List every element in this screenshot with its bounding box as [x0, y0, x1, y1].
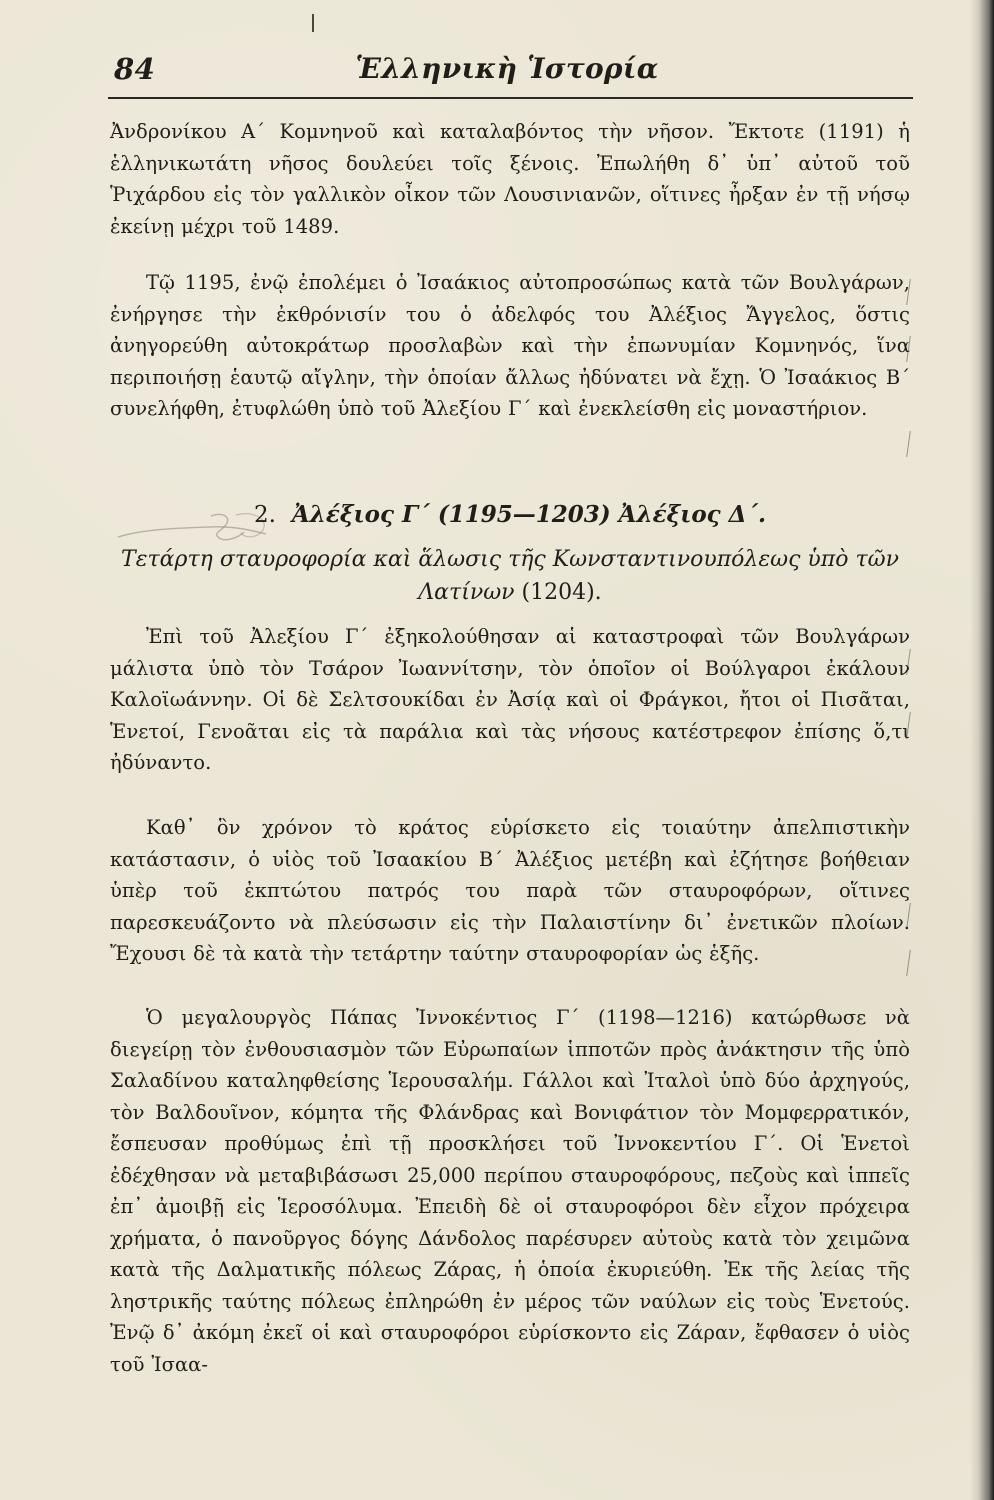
margin-pencil-mark [896, 950, 911, 976]
paragraph-alexios-seeks-help [110, 812, 910, 970]
paragraph-cyprus-continuation [110, 116, 910, 242]
section-subtitle-text: Τετάρτη σταυροφορία καὶ ἅλωσις τῆς Κωνσταντινουπόλεως ὑπὸ τῶν Λατίνων [121, 547, 899, 605]
margin-pencil-mark [896, 431, 911, 457]
book-gutter-shadow [970, 0, 994, 1500]
section-year: (1204). [521, 580, 602, 605]
section-heading [110, 499, 910, 609]
paragraph-fourth-crusade [110, 1002, 910, 1380]
page-number: 84 [114, 52, 156, 86]
paragraph-text: Τῷ 1195, ἐνῷ ἐπολέμει ὁ Ἰσαάκιος αὐτοπροσώπως κατὰ τῶν Βουλγάρων, ἐνήργησε τὴν ἐκθρόνισίν του ὁ ἀδελφός του Ἀλέξιος Ἄγγελος, ὅστις ἀνηγορεύθη αὐτοκράτωρ προσλαβὼν καὶ τὴν ἐπωνυμίαν Κομνηνός, ἵνα περιποιήσῃ ἑαυτῷ αἴγλην, τὴν ὁποίαν ἄλλως ἠδύνατει νὰ ἔχῃ. Ὁ Ἰσαάκιος Β΄ συνελήφθη, ἐτυφλώθη ὑπὸ τοῦ Ἀλεξίου Γ΄ καὶ ἐνεκλείσθη εἰς μοναστήριον. [110, 271, 910, 420]
paragraph-text: Ὁ μεγαλουργὸς Πάπας Ἰννοκέντιος Γ΄ (1198—1216) κατώρθωσε νὰ διεγείρῃ τὸν ἐνθουσιασμὸν τῶν Εὐρωπαίων ἱπποτῶν πρὸς ἀνάκτησιν τῆς ὑπὸ Σαλαδίνου καταληφθείσης Ἱερουσαλήμ. Γάλλοι καὶ Ἰταλοὶ ὑπὸ δύο ἀρχηγούς, τὸν Βαλδουῖνον, κόμητα τῆς Φλάνδρας καὶ Βονιφάτιον τὸν Μομφερρατικόν, ἔσπευσαν προθύμως ἐπὶ τῇ προσκλήσει τοῦ Ἰννοκεντίου Γ΄. Οἱ Ἑνετοὶ ἐδέχθησαν νὰ μεταβιβάσωσι 25,000 περίπου σταυροφόρους, πεζοὺς καὶ ἱππεῖς ἐπ᾽ ἀμοιβῇ εἰς Ἱεροσόλυμα. Ἐπειδὴ δὲ οἱ σταυροφόροι δὲν εἶχον πρόχειρα χρήματα, ὁ πανοῦργος δόγης Δάνδολος παρέσυρεν αὐτοὺς κατὰ τὸν χειμῶνα κατὰ τῆς Δαλματικῆς πόλεως Ζάρας, ἡ ὁποία ἐκυριεύθη. Ἐκ τῆς λείας τῆς ληστρικῆς ταύτης πόλεως ἐπληρώθη ἐν μέρος τῶν ναύλων εἰς τοὺς Ἑνετούς. Ἐνῷ δ᾽ ἀκόμη ἐκεῖ οἱ καὶ σταυροφόροι εὑρίσκοντο εἰς Ζάραν, ἔφθασεν ὁ υἱὸς τοῦ Ἰσαα- [110, 1006, 910, 1376]
page-header [102, 52, 912, 86]
paragraph-text: Ἀνδρονίκου Α΄ Κομνηνοῦ καὶ καταλαβόντος τὴν νῆσον. Ἔκτοτε (1191) ἡ ἑλληνικωτάτη νῆσος δουλεύει τοῖς ξένοις. Ἐπωλήθη δ᾽ ὑπ᾽ αὐτοῦ τοῦ Ῥιχάρδου εἰς τὸν γαλλικὸν οἶκον τῶν Λουσινιανῶν, οἵτινες ἦρξαν ἐν τῇ νήσῳ ἐκείνῃ μέχρι τοῦ 1489. [110, 120, 910, 238]
top-print-mark [312, 14, 314, 32]
running-title: Ἑλληνικὴ Ἱστορία [355, 52, 659, 85]
paragraph-isaakios-overthrown [110, 267, 910, 425]
paragraph-text: Καθ᾽ ὃν χρόνον τὸ κράτος εὑρίσκετο εἰς τοιαύτην ἀπελπιστικὴν κατάστασιν, ὁ υἱὸς τοῦ Ἰσαακίου Β΄ Ἀλέξιος μετέβη καὶ ἐζήτησε βοήθειαν ὑπὲρ τοῦ ἐκπτώτου πατρός του παρὰ τῶν σταυροφόρων, οἵτινες παρεσκευάζοντο νὰ πλεύσωσιν εἰς τὴν Παλαιστίνην δι᾽ ἐνετικῶν πλοίων. Ἔχουσι δὲ τὰ κατὰ τὴν τετάρτην ταύτην σταυροφορίαν ὡς ἑξῆς. [110, 816, 910, 965]
section-subtitle [110, 543, 910, 609]
section-title: Ἀλέξιος Γ΄ (1195—1203) Ἀλέξιος Δ΄. [291, 501, 767, 528]
section-number: 2. [253, 502, 276, 528]
header-divider [108, 97, 913, 99]
paragraph-bulgarian-destructions [110, 621, 910, 779]
paragraph-text: Ἐπὶ τοῦ Ἀλεξίου Γ΄ ἐξηκολούθησαν αἱ καταστροφαὶ τῶν Βουλγάρων μάλιστα ὑπὸ τὸν Τσάρον Ἰωαννίτσην, τὸν ὁποῖον οἱ Βούλγαροι ἐκάλουν Καλοϊωάννην. Οἱ δὲ Σελτσουκίδαι ἐν Ἀσίᾳ καὶ οἱ Φράγκοι, ἤτοι οἱ Πισᾶται, Ἑνετοί, Γενοᾶται εἰς τὰ παράλια καὶ τὰς νήσους κατέστρεφον ἐπίσης ὅ,τι ἠδύναντο. [110, 625, 910, 774]
